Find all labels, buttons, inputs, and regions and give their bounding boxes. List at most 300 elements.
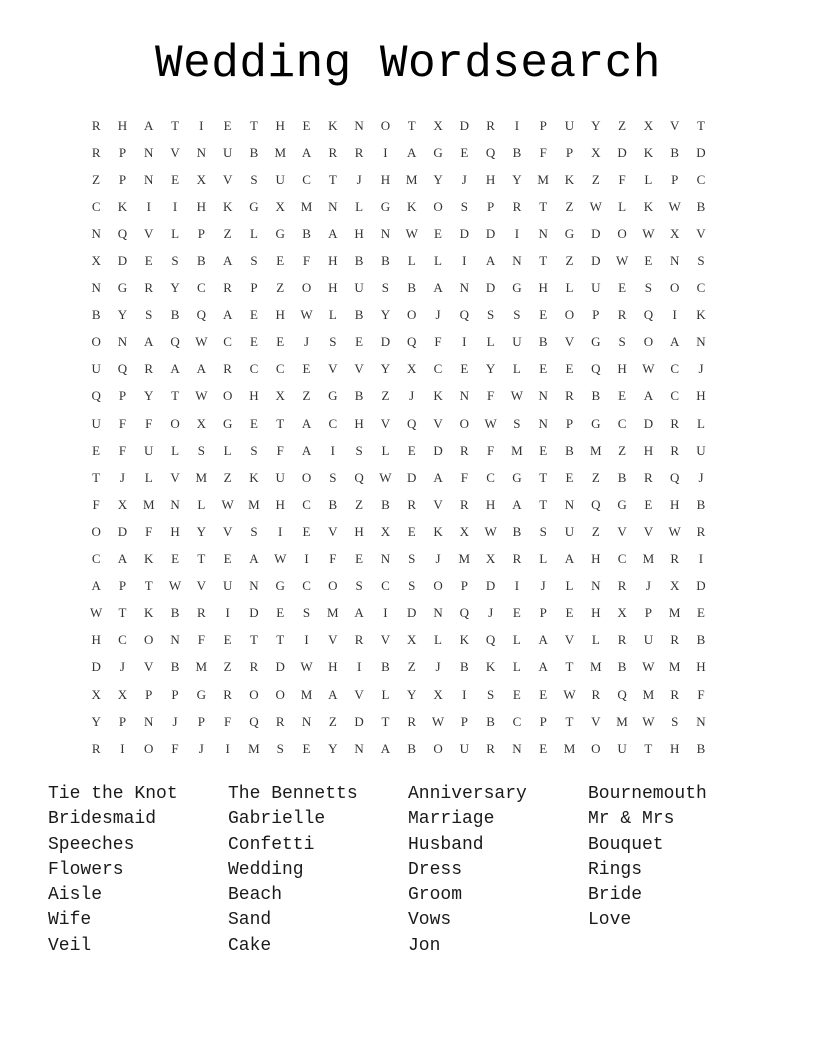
grid-letter: L [381,442,390,458]
grid-letter: K [222,198,233,214]
grid-letter: H [196,198,207,214]
grid-letter: C [617,415,627,431]
grid-letter: A [328,686,338,702]
grid-letter: O [564,307,575,323]
grid-letter: E [565,361,574,377]
grid-letter: P [460,713,468,729]
grid-letter: K [696,307,706,323]
grid-letter: N [669,253,680,269]
grid-row [83,302,733,329]
grid-letter: O [433,578,443,594]
grid-letter: W [431,713,445,729]
grid-letter: V [170,469,180,485]
grid-letter: S [355,442,363,458]
grid-letter: E [407,442,416,458]
grid-letter: R [249,659,259,675]
grid-letter: O [170,415,180,431]
grid-letter: I [225,740,230,756]
grid-letter: Y [591,117,601,133]
grid-letter: Z [92,171,101,187]
grid-letter: J [488,605,494,621]
grid-letter: P [539,713,547,729]
grid-letter: S [250,442,258,458]
grid-letter: B [459,659,469,675]
grid-letter: U [275,171,285,187]
grid-letter: B [170,605,180,621]
grid-letter: A [669,334,680,350]
grid-letter: F [329,551,337,567]
grid-letter: T [697,117,705,133]
grid-row [83,491,733,518]
grid-letter: Y [91,713,101,729]
grid-letter: I [278,523,283,539]
grid-letter: E [302,523,311,539]
grid-letter: W [668,198,681,214]
grid-letter: V [328,632,338,648]
grid-letter: C [433,361,443,377]
grid-letter: U [696,442,706,458]
grid-letter: T [644,740,653,756]
grid-letter: Q [91,388,101,404]
grid-letter: C [512,713,522,729]
grid-letter: R [91,740,101,756]
grid-letter: X [117,496,128,512]
grid-letter: R [328,144,338,160]
grid-letter: E [223,551,232,567]
grid-letter: E [434,225,442,241]
grid-letter: T [539,496,548,512]
grid-letter: O [380,117,391,133]
grid-letter: W [300,659,313,675]
grid-letter: W [642,713,655,729]
grid-letter: M [537,171,549,187]
grid-letter: S [644,280,652,296]
grid-letter: X [617,605,627,621]
grid-letter: B [407,280,417,296]
grid-letter: H [275,117,285,133]
grid-letter: Q [196,307,207,323]
grid-letter: E [249,334,258,350]
grid-letter: I [146,198,151,214]
grid-letter: T [171,117,180,133]
grid-letter: E [302,117,311,133]
search-word: Rings [588,859,643,880]
grid-letter: I [462,334,467,350]
grid-letter: N [459,388,469,404]
grid-letter: Z [328,713,337,729]
grid-letter: A [564,551,575,567]
grid-letter: Q [643,307,654,323]
grid-letter: J [461,171,467,187]
grid-letter: B [670,144,680,160]
grid-letter: S [381,280,390,296]
grid-letter: W [379,469,392,485]
grid-letter: V [354,361,364,377]
grid-letter: H [485,171,496,187]
grid-row [83,600,733,627]
grid-letter: D [117,253,128,269]
grid-letter: I [672,307,677,323]
search-word: Cake [228,935,272,956]
grid-letter: R [275,713,285,729]
grid-letter: M [642,551,655,567]
grid-letter: T [249,632,258,648]
grid-letter: B [381,253,390,269]
grid-letter: D [591,253,601,269]
grid-letter: D [696,144,706,160]
grid-letter: V [328,523,338,539]
grid-letter: M [458,551,471,567]
grid-letter: D [485,578,496,594]
grid-letter: Q [407,415,417,431]
grid-letter: B [617,659,627,675]
grid-letter: S [408,578,416,594]
grid-letter: R [670,686,680,702]
grid-letter: O [222,388,233,404]
grid-letter: D [485,280,496,296]
grid-letter: F [276,442,284,458]
grid-letter: V [196,578,207,594]
grid-letter: T [197,551,206,567]
grid-letter: T [539,469,548,485]
grid-letter: Q [617,686,627,702]
grid-letter: N [696,713,706,729]
grid-letter: C [302,171,311,187]
grid-letter: F [618,171,626,187]
grid-letter: M [327,605,339,621]
grid-letter: Z [591,469,600,485]
grid-letter: A [222,253,233,269]
grid-letter: D [591,225,601,241]
grid-letter: G [433,144,443,160]
grid-letter: Y [328,740,338,756]
grid-letter: U [91,415,101,431]
grid-letter: A [144,334,154,350]
grid-letter: E [644,496,653,512]
grid-letter: W [405,225,418,241]
grid-letter: A [328,225,338,241]
grid-letter: I [698,551,704,567]
grid-letter: V [222,171,233,187]
grid-letter: K [144,605,154,621]
grid-letter: U [354,280,364,296]
grid-letter: P [539,605,547,621]
grid-letter: L [223,442,232,458]
grid-letter: F [486,388,495,404]
grid-letter: P [565,144,574,160]
grid-letter: E [539,442,548,458]
search-word: The Bennetts [228,784,358,804]
grid-letter: H [354,225,364,241]
grid-letter: N [354,740,364,756]
grid-letter: C [302,578,311,594]
grid-letter: Q [170,334,180,350]
grid-letter: W [274,551,287,567]
grid-letter: C [670,388,680,404]
grid-letter: N [512,740,522,756]
grid-letter: R [670,415,680,431]
grid-letter: H [170,523,180,539]
grid-letter: O [407,307,417,323]
grid-letter: F [486,442,495,458]
grid-letter: U [144,442,154,458]
grid-letter: H [669,496,680,512]
grid-letter: D [117,523,128,539]
grid-letter: L [618,198,627,214]
grid-letter: S [250,253,258,269]
grid-letter: W [589,198,602,214]
word-column [228,782,408,959]
grid-row [83,193,733,220]
grid-letter: M [563,740,576,756]
grid-letter: E [618,280,627,296]
grid-letter: K [433,388,443,404]
grid-letter: D [249,605,259,621]
grid-letter: B [197,253,206,269]
grid-letter: V [328,361,338,377]
grid-letter: S [408,551,416,567]
grid-letter: R [644,469,653,485]
grid-letter: X [669,225,680,241]
grid-letter: R [486,117,495,133]
grid-letter: O [433,198,443,214]
grid-letter: O [144,740,154,756]
grid-letter: H [328,253,338,269]
grid-letter: W [615,253,629,269]
grid-letter: S [486,307,495,323]
grid-letter: D [459,117,469,133]
grid-letter: R [591,686,601,702]
grid-letter: M [405,171,418,187]
grid-letter: G [617,496,627,512]
grid-letter: W [668,523,681,539]
grid-letter: U [459,740,469,756]
grid-letter: Z [565,198,574,214]
grid-letter: D [354,713,364,729]
word-list [48,782,788,959]
grid-letter: J [645,578,651,594]
grid-letter: Q [407,334,417,350]
grid-letter: E [276,253,285,269]
grid-letter: B [381,496,390,512]
grid-letter: Q [117,361,128,377]
grid-row [83,681,733,708]
grid-letter: R [144,361,154,377]
search-word: Dress [408,859,463,880]
grid-letter: E [539,686,548,702]
grid-letter: K [485,659,496,675]
grid-letter: U [91,361,101,377]
grid-letter: R [223,686,232,702]
grid-letter: E [302,740,311,756]
grid-letter: A [433,469,443,485]
grid-letter: W [195,388,208,404]
grid-letter: S [197,442,205,458]
grid-letter: R [670,551,680,567]
search-word: Beach [228,885,283,906]
grid-letter: S [486,686,495,702]
grid-letter: T [118,605,127,621]
grid-letter: N [144,171,154,187]
grid-letter: R [617,578,627,594]
grid-letter: G [196,686,207,702]
grid-letter: Q [485,632,496,648]
grid-letter: Z [302,388,311,404]
grid-letter: L [512,632,521,648]
grid-letter: F [539,144,547,160]
grid-letter: R [91,144,101,160]
grid-letter: W [642,225,655,241]
grid-letter: X [643,117,654,133]
grid-letter: C [223,334,232,350]
grid-letter: C [118,632,127,648]
grid-letter: S [539,523,547,539]
grid-letter: M [195,469,208,485]
grid-letter: G [512,469,522,485]
grid-row [83,112,733,139]
grid-letter: B [486,713,495,729]
grid-letter: M [668,605,681,621]
grid-letter: S [671,713,679,729]
grid-letter: J [435,659,441,675]
grid-letter: U [617,740,627,756]
grid-row [83,220,733,247]
grid-letter: E [276,334,285,350]
grid-letter: I [304,551,309,567]
search-word: Wedding [228,859,304,880]
grid-letter: F [302,253,311,269]
grid-letter: W [90,605,103,621]
grid-row [83,247,733,274]
grid-letter: T [328,171,337,187]
grid-letter: X [380,523,391,539]
grid-letter: J [172,713,178,729]
grid-letter: O [301,469,312,485]
grid-letter: B [170,307,180,323]
grid-letter: X [407,361,417,377]
grid-letter: W [642,659,655,675]
grid-letter: X [433,686,443,702]
grid-letter: N [380,225,391,241]
grid-letter: V [696,225,706,241]
grid-letter: B [696,632,706,648]
grid-letter: E [512,686,521,702]
grid-letter: A [196,361,207,377]
grid-letter: N [91,280,101,296]
grid-letter: X [91,686,101,702]
grid-letter: V [170,144,180,160]
grid-letter: N [538,415,548,431]
grid-letter: P [671,171,679,187]
grid-letter: Q [459,605,469,621]
grid-letter: Z [223,469,232,485]
grid-letter: M [248,740,260,756]
grid-letter: Z [591,171,600,187]
search-word: Flowers [48,859,124,880]
grid-letter: X [669,578,680,594]
grid-letter: A [91,578,101,594]
grid-letter: A [433,280,443,296]
search-word: Veil [48,935,92,956]
grid-letter: J [119,469,125,485]
grid-row [83,518,733,545]
grid-letter: M [300,198,313,214]
word-column [588,782,768,959]
grid-letter: E [407,523,416,539]
grid-letter: A [170,361,180,377]
grid-letter: L [328,307,337,323]
grid-letter: P [250,280,258,296]
grid-letter: G [249,198,259,214]
word-column [48,782,228,959]
grid-letter: D [407,605,417,621]
grid-letter: N [170,496,180,512]
grid-letter: O [91,523,101,539]
grid-letter: G [591,334,601,350]
grid-letter: B [354,388,364,404]
grid-letter: N [301,713,312,729]
grid-letter: M [300,686,313,702]
grid-letter: N [144,144,154,160]
grid-letter: E [249,415,258,431]
grid-letter: G [117,280,128,296]
grid-letter: G [380,198,391,214]
grid-letter: E [171,551,180,567]
grid-letter: W [563,686,576,702]
grid-letter: W [168,578,182,594]
grid-letter: J [698,469,704,485]
grid-letter: J [119,659,125,675]
grid-letter: V [433,496,443,512]
search-word: Tie the Knot [48,784,178,804]
grid-letter: Z [618,442,627,458]
grid-letter: W [484,415,497,431]
grid-letter: J [698,361,704,377]
grid-letter: C [91,198,101,214]
grid-letter: E [355,551,364,567]
grid-letter: A [538,632,548,648]
grid-letter: A [222,307,233,323]
grid-letter: O [275,686,285,702]
grid-letter: C [696,280,706,296]
grid-letter: A [301,144,312,160]
grid-letter: O [328,578,338,594]
grid-letter: P [118,713,127,729]
grid-letter: P [565,415,574,431]
grid-letter: N [196,144,207,160]
grid-letter: B [170,659,180,675]
search-word: Love [588,910,632,931]
grid-row [83,546,733,573]
grid-letter: S [618,334,626,350]
grid-letter: O [433,740,443,756]
grid-letter: Z [407,659,416,675]
grid-letter: J [303,334,310,350]
grid-letter: M [142,496,155,512]
grid-letter: N [117,334,128,350]
grid-letter: S [302,605,311,621]
grid-letter: R [617,307,627,323]
grid-letter: U [222,578,233,594]
grid-letter: A [354,605,364,621]
grid-letter: F [697,686,705,702]
grid-letter: H [538,280,548,296]
grid-letter: T [276,632,285,648]
grid-letter: V [144,225,154,241]
grid-letter: S [145,307,153,323]
grid-letter: Z [618,117,627,133]
grid-letter: I [304,632,309,648]
